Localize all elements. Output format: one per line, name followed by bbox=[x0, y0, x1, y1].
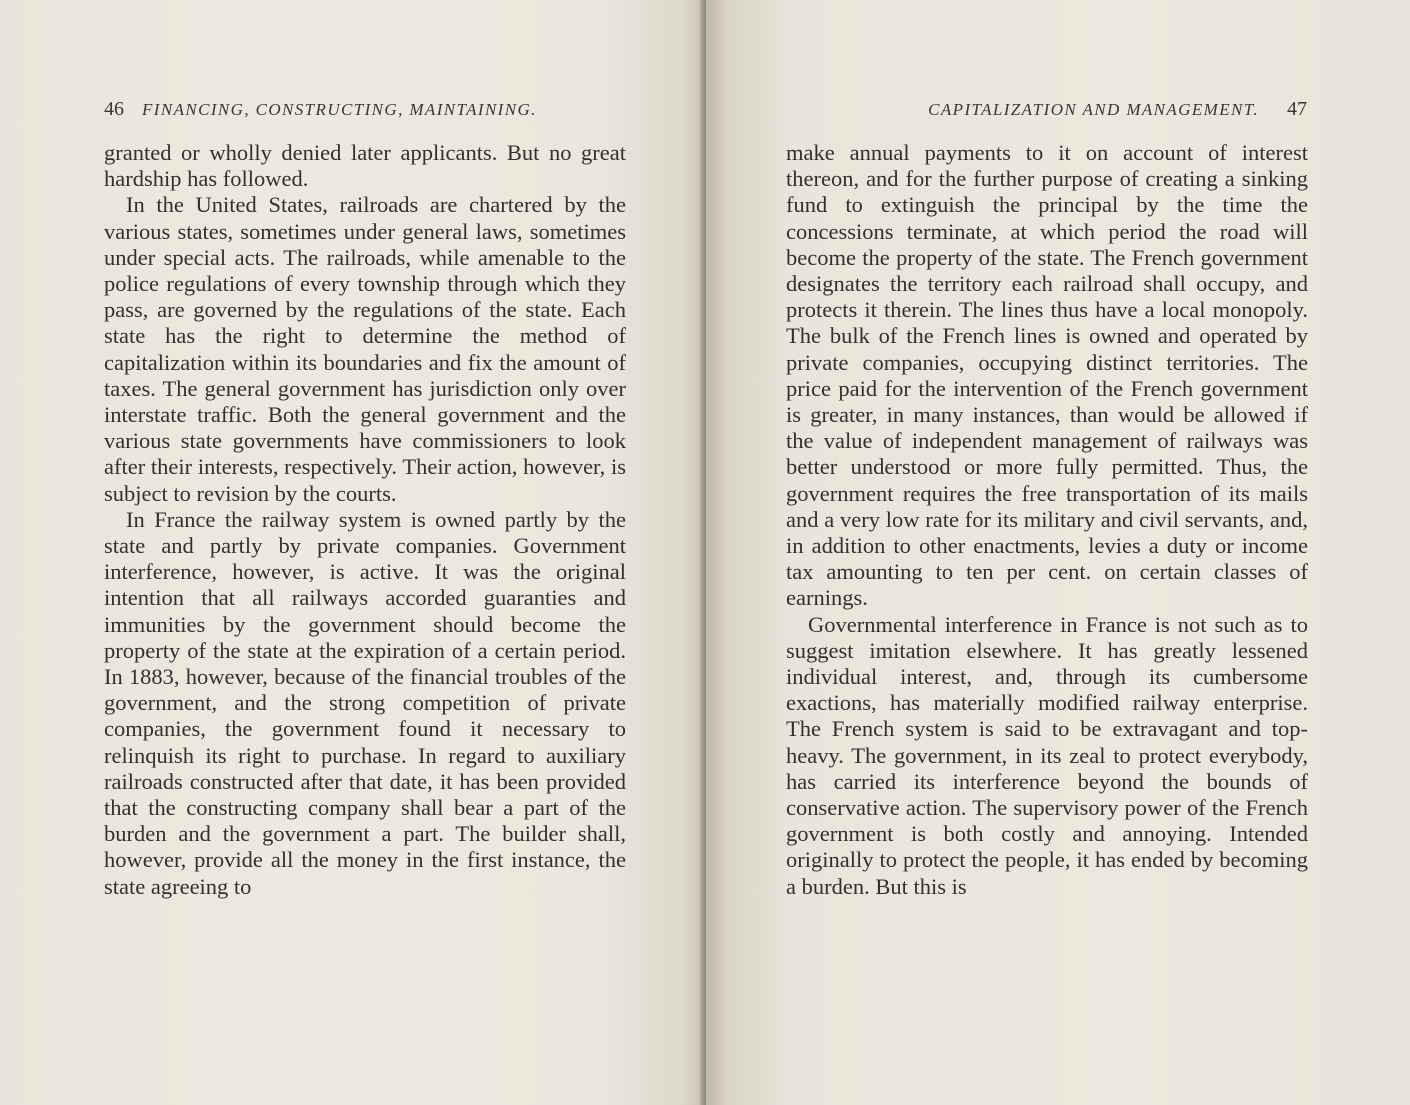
left-paragraph-3: In France the railway system is owned partly by the state and partly by private companies. Government interference, however, is active. It was the original intention that all railways accorded guaranties and immunities by the government should become the property of the state at the expiration of a certain period. In 1883, however, because of the financial troubles of the government, and the strong competition of private companies, the government found it necessary to relinquish its right to purchase. In regard to auxiliary railroads constructed after that date, it has been provided that the constructing company shall bear a part of the burden and the government a part. The builder shall, however, provide all the money in the first instance, the state agreeing to bbox=[104, 506, 626, 899]
left-page-number: 46 bbox=[104, 98, 124, 120]
left-page-text bbox=[104, 140, 626, 900]
right-paragraph-2: Governmental interference in France is not such as to suggest imitation elsewhere. It has greatly lessened individual interest, and, through its cumbersome exactions, has materially modified railway enterprise. The French system is said to be extravagant and top-heavy. The government, in its zeal to protect everybody, has carried its interference beyond the bounds of conservative action. The supervisory power of the French government is both costly and annoying. Intended originally to protect the people, it has ended by becoming a burden. But this is bbox=[786, 611, 1308, 899]
left-paragraph-2: In the United States, railroads are chartered by the various states, sometimes under general laws, sometimes under special acts. The railroads, while amenable to the police regulations of every township through which they pass, are governed by the regulations of the state. Each state has the right to determine the method of capitalization within its boundaries and fix the amount of taxes. The general government has jurisdiction only over interstate traffic. Both the general government and the various state governments have commissioners to look after their interests, respectively. Their action, however, is subject to revision by the courts. bbox=[104, 192, 626, 506]
left-page bbox=[0, 0, 704, 1105]
right-paragraph-1: make annual payments to it on account of interest thereon, and for the further purpose of creating a sinking fund to extinguish the principal by the time the concessions terminate, at which period the road will become the property of the state. The French government designates the territory each railroad shall occupy, and protects it therein. The lines thus have a local monopoly. The bulk of the French lines is owned and operated by private companies, occupying distinct territories. The price paid for the intervention of the French government is greater, in many instances, than would be allowed if the value of independent management of railways was better understood or more fully permitted. Thus, the government requires the free transportation of its mails and a very low rate for its military and civil servants, and, in addition to other enactments, levies a duty or income tax amounting to ten per cent. on certain classes of earnings. bbox=[786, 140, 1308, 611]
left-running-head bbox=[104, 98, 537, 121]
right-page bbox=[706, 0, 1410, 1105]
right-page-text bbox=[786, 140, 1308, 900]
right-running-head-title: CAPITALIZATION AND MANAGEMENT. bbox=[928, 100, 1259, 119]
right-page-number: 47 bbox=[1287, 98, 1307, 120]
left-running-head-title: FINANCING, CONSTRUCTING, MAINTAINING. bbox=[142, 100, 537, 119]
right-running-head bbox=[928, 98, 1307, 121]
left-paragraph-1: granted or wholly denied later applicants. But no great hardship has followed. bbox=[104, 140, 626, 192]
